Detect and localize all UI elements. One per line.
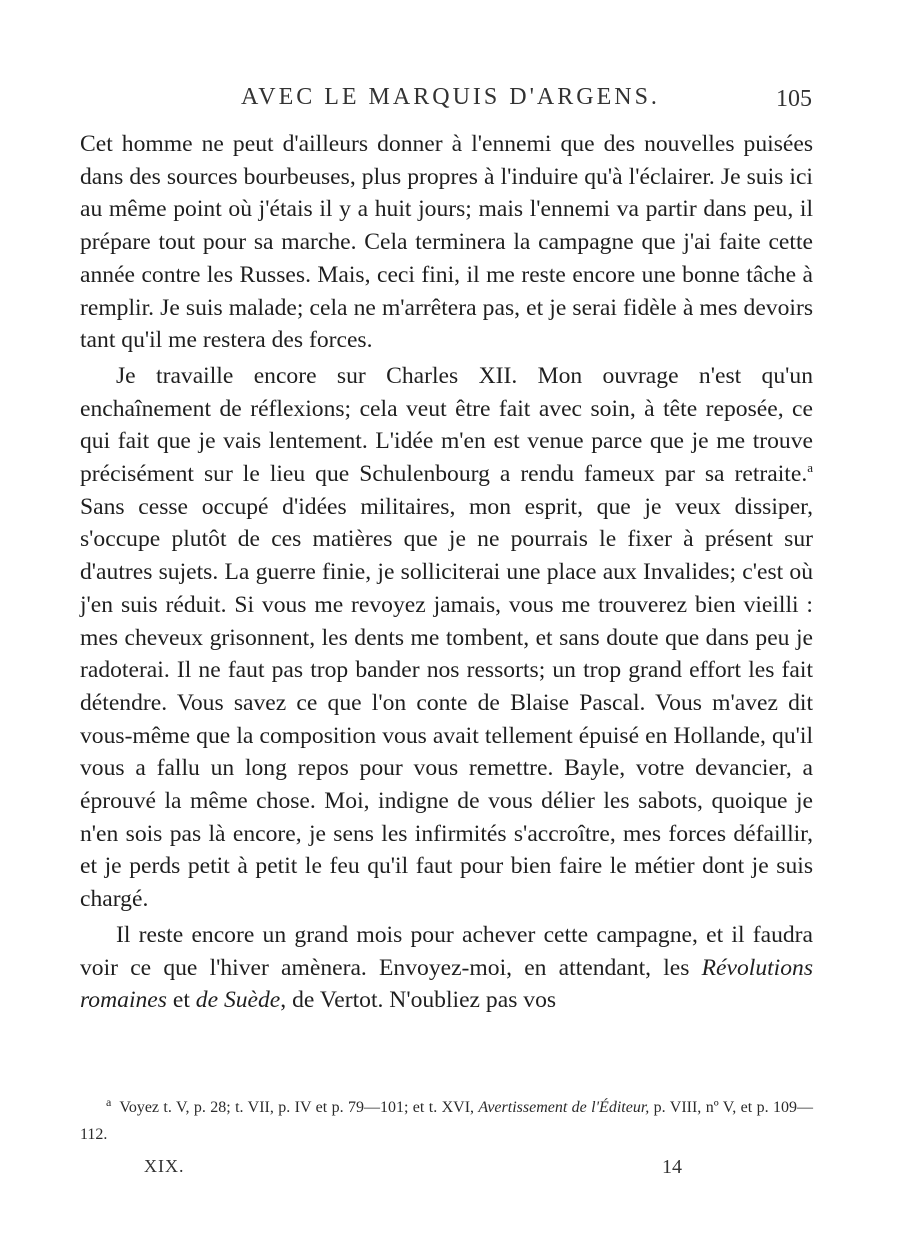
signature-mark: XIX. — [144, 1156, 185, 1176]
paragraph-3-part-3: , de Vertot. N'oubliez pas vos — [280, 987, 557, 1014]
paragraph-3-part-1: Il reste encore un grand mois pour achever cette campagne, et il faudra voir ce que l'hiver amènera. Envoyez-moi, en attendant, les — [80, 921, 813, 981]
footnote-marker: a — [106, 1094, 112, 1109]
footnote-reference: a — [807, 460, 813, 476]
body-text — [80, 128, 813, 1017]
running-head — [0, 84, 900, 118]
book-title-revolutions-romaines: Révolutions romaines — [80, 954, 813, 1014]
footnote-text-part-2: p. VIII, nº V, et p. 109—112. — [80, 1099, 813, 1143]
sheet-number: 14 — [662, 1156, 682, 1178]
paragraph-3-part-2: et — [166, 987, 196, 1014]
paragraph-2-part-2: Sans cesse occupé d'idées militaires, mon esprit, que je veux dissiper, s'occupe plutôt de ces matières que je ne pourrais le fixer à présent sur d'autres sujets. La guerre finie, je solliciterai une place aux Invalides; c'est où j'en suis réduit. Si vous me revoyez jamais, vous me trouverez bien vieilli : mes cheveux grisonnent, les dents me tombent, et sans doute que dans peu je radoterai. Il ne faut pas trop bander nos ressorts; un trop grand effort les fait détendre. Vous savez ce que l'on conte de Blaise Pascal. Vous m'avez dit vous-même que la composition vous avait tellement épuisé en Hollande, qu'il vous a fallu un long repos pour vous remettre. Bayle, votre devancier, a éprouvé la même chose. Moi, indigne de vous délier les sabots, quoique je n'en sois pas là encore, je sens les infirmités s'accroître, mes forces défaillir, et je perds petit à petit le feu qu'il faut pour bien faire le métier dont je suis chargé. — [80, 493, 813, 913]
page-number: 105 — [776, 86, 812, 112]
footnote-text-part-1: Voyez t. V, p. 28; t. VII, p. IV et p. 79—101; et t. XVI, — [119, 1099, 479, 1116]
paragraph-3 — [80, 919, 813, 1017]
paragraph-1: Cet homme ne peut d'ailleurs donner à l'ennemi que des nouvelles puisées dans des sources bourbeuses, plus propres à l'induire qu'à l'éclairer. Je suis ici au même point où j'étais il y a huit jours; mais l'ennemi va partir dans peu, il prépare tout pour sa marche. Cela terminera la campagne que j'ai faite cette année contre les Russes. Mais, ceci fini, il me reste encore une bonne tâche à remplir. Je suis malade; cela ne m'arrêtera pas, et je serai fidèle à mes devoirs tant qu'il me restera des forces. — [80, 131, 813, 354]
footnote-italic-title: Avertissement de l'Éditeur, — [478, 1099, 650, 1116]
running-title: AVEC LE MARQUIS D'ARGENS. — [241, 84, 660, 110]
footnote — [80, 1094, 813, 1148]
paragraph-2-part-1: Je travaille encore sur Charles XII. Mon ouvrage n'est qu'un enchaînement de réflexions; cela veut être fait avec soin, à tête reposée, ce qui fait que je vais lentement. L'idée m'en est venue parce que je me trouve précisément sur le lieu que Schulenbourg a rendu fameux par sa retraite. — [80, 362, 813, 488]
paragraph-2 — [80, 360, 813, 916]
book-title-de-suede: de Suède — [195, 987, 281, 1014]
